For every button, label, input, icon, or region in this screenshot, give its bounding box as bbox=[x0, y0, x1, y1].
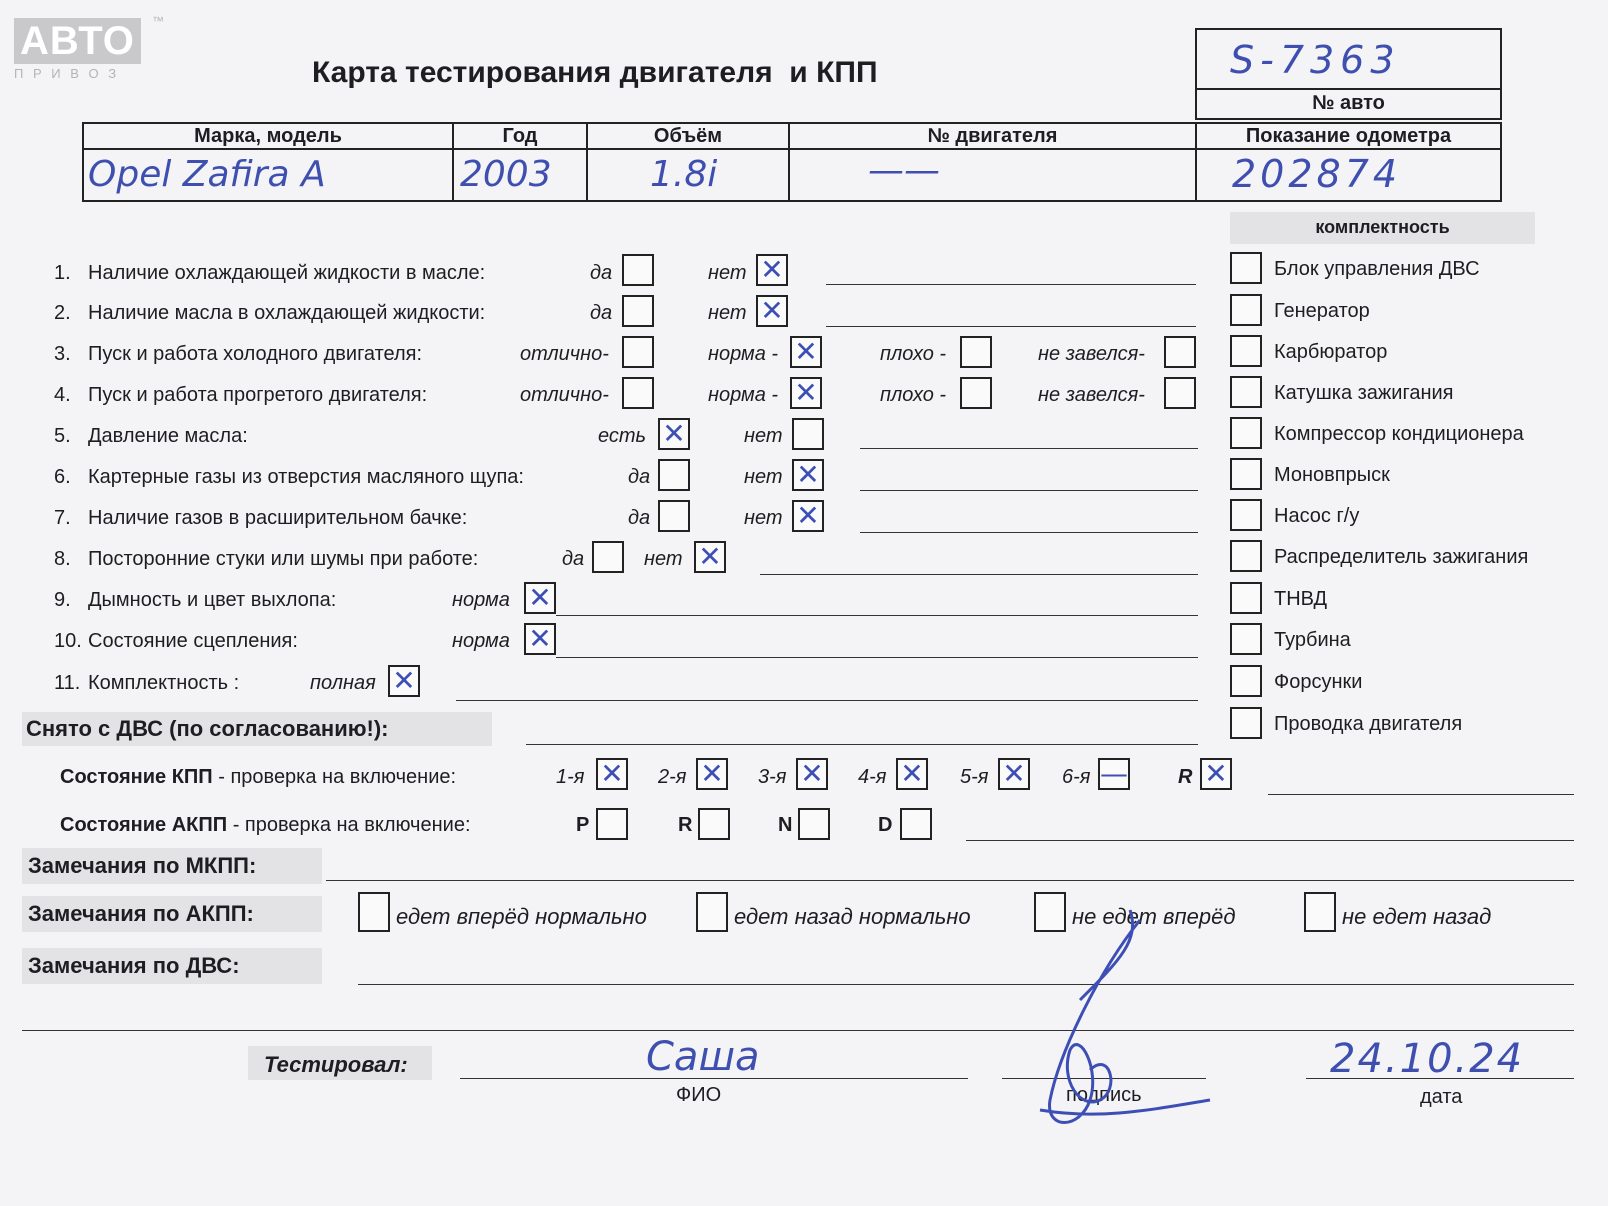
comp-checkbox-12[interactable] bbox=[1230, 707, 1262, 739]
comp-item-3: Карбюратор bbox=[1274, 341, 1388, 363]
q3-normal-checkbox[interactable] bbox=[790, 336, 822, 368]
akpp-forward-ok-label: едет вперёд нормально bbox=[396, 904, 647, 929]
remarks-dvs-label: Замечания по ДВС: bbox=[28, 953, 240, 978]
x-mark: ✕ bbox=[900, 757, 924, 790]
fio-value: Саша bbox=[646, 1034, 760, 1080]
header-label-volume: Объём bbox=[653, 125, 723, 147]
gear-6-checkbox[interactable] bbox=[1098, 758, 1130, 790]
header-label-engine: № двигателя bbox=[927, 125, 1058, 147]
x-mark: ✕ bbox=[700, 757, 724, 790]
q2-da-checkbox[interactable] bbox=[622, 295, 654, 327]
q1-notes-line bbox=[826, 284, 1196, 285]
q6-da-label: да bbox=[628, 466, 651, 488]
q2-net-label: нет bbox=[708, 302, 747, 324]
q2-text: Наличие масла в охлаждающей жидкости: bbox=[88, 302, 486, 324]
q6-da-checkbox[interactable] bbox=[658, 459, 690, 491]
q9-notes-line bbox=[556, 615, 1198, 616]
logo-brand: АВТО bbox=[14, 18, 141, 64]
q8-notes-line bbox=[760, 574, 1198, 575]
question-5 bbox=[54, 425, 248, 448]
question-3 bbox=[54, 343, 422, 366]
q7-da-checkbox[interactable] bbox=[658, 500, 690, 532]
dash-mark: — bbox=[1100, 757, 1128, 790]
kpp-label bbox=[60, 766, 456, 789]
q1-num: 1. bbox=[54, 262, 71, 284]
q4-not-started-label: не завелся- bbox=[1038, 384, 1145, 406]
q1-net-label: нет bbox=[708, 262, 747, 284]
comp-item-5: Компрессор кондиционера bbox=[1274, 423, 1524, 445]
comp-checkbox-2[interactable] bbox=[1230, 294, 1262, 326]
x-mark: ✕ bbox=[528, 622, 552, 655]
q5-text: Давление масла: bbox=[88, 425, 248, 447]
q10-normal-label: норма bbox=[452, 630, 510, 652]
q6-notes-line bbox=[860, 490, 1198, 491]
q7-text: Наличие газов в расширительном бачке: bbox=[88, 507, 468, 529]
q1-net-checkbox[interactable] bbox=[756, 254, 788, 286]
q8-net-label: нет bbox=[644, 548, 683, 570]
question-11 bbox=[54, 672, 239, 695]
q8-da-label: да bbox=[562, 548, 585, 570]
car-number-label: № авто bbox=[1312, 92, 1385, 114]
gear-2-checkbox[interactable] bbox=[696, 758, 728, 790]
q3-text: Пуск и работа холодного двигателя: bbox=[88, 343, 423, 365]
comp-item-11: Форсунки bbox=[1274, 671, 1363, 693]
logo-tm: ™ bbox=[152, 14, 164, 28]
date-value: 24.10.24 bbox=[1330, 1036, 1525, 1082]
x-mark: ✕ bbox=[662, 417, 686, 450]
x-mark: ✕ bbox=[800, 757, 824, 790]
comp-checkbox-5[interactable] bbox=[1230, 417, 1262, 449]
q4-not-started-checkbox[interactable] bbox=[1164, 377, 1196, 409]
x-mark: ✕ bbox=[760, 253, 784, 286]
q10-num: 10. bbox=[54, 630, 82, 652]
q9-normal-checkbox[interactable] bbox=[524, 582, 556, 614]
q11-notes-line bbox=[456, 700, 1198, 701]
q6-num: 6. bbox=[54, 466, 71, 488]
akpp-forward-ok-checkbox[interactable] bbox=[358, 892, 390, 932]
gear-3-label: 3-я bbox=[758, 766, 787, 788]
q11-full-label: полная bbox=[310, 672, 376, 694]
gear-2-label: 2-я bbox=[658, 766, 687, 788]
comp-item-8: Распределитель зажигания bbox=[1274, 546, 1529, 568]
q3-excellent-label: отлично- bbox=[520, 343, 609, 365]
comp-item-9: ТНВД bbox=[1274, 588, 1328, 610]
car-number-value: S-7363 bbox=[1230, 38, 1401, 82]
gear-1-checkbox[interactable] bbox=[596, 758, 628, 790]
gear-r-checkbox[interactable] bbox=[1200, 758, 1232, 790]
question-7 bbox=[54, 507, 467, 530]
comp-checkbox-7[interactable] bbox=[1230, 499, 1262, 531]
q5-no-label: нет bbox=[744, 425, 783, 447]
question-2 bbox=[54, 302, 485, 325]
comp-item-1: Блок управления ДВС bbox=[1274, 258, 1480, 280]
comp-checkbox-1[interactable] bbox=[1230, 252, 1262, 284]
q8-text: Посторонние стуки или шумы при работе: bbox=[88, 548, 479, 570]
comp-item-6: Моновпрыск bbox=[1274, 464, 1390, 486]
x-mark: ✕ bbox=[794, 335, 818, 368]
remarks-mkpp-line bbox=[326, 880, 1574, 881]
header-label-odometer: Показание одометра bbox=[1245, 125, 1452, 147]
value-cell-engine bbox=[788, 148, 1197, 202]
remarks-dvs-line-2 bbox=[22, 1030, 1574, 1031]
value-engine-number: —— bbox=[868, 150, 940, 191]
x-mark: ✕ bbox=[760, 294, 784, 327]
q3-bad-checkbox[interactable] bbox=[960, 336, 992, 368]
q4-excellent-checkbox[interactable] bbox=[622, 377, 654, 409]
gear-4-label: 4-я bbox=[858, 766, 887, 788]
gear-r-label: R bbox=[1178, 766, 1193, 788]
q3-bad-label: плохо - bbox=[880, 343, 947, 365]
gear-3-checkbox[interactable] bbox=[796, 758, 828, 790]
q3-not-started-checkbox[interactable] bbox=[1164, 336, 1196, 368]
value-odometer: 202874 bbox=[1232, 152, 1402, 196]
akpp-n-checkbox[interactable] bbox=[798, 808, 830, 840]
value-volume: 1.8i bbox=[650, 154, 718, 195]
comp-item-12: Проводка двигателя bbox=[1274, 713, 1463, 735]
kpp-label-bold: Состояние КПП bbox=[60, 766, 213, 788]
removed-label: Снято с ДВС (по согласованию!): bbox=[26, 716, 389, 741]
q3-normal-label: норма - bbox=[708, 343, 779, 365]
akpp-notes-line bbox=[966, 840, 1574, 841]
gear-1-label: 1-я bbox=[556, 766, 585, 788]
comp-item-10: Турбина bbox=[1274, 629, 1351, 651]
header-label-model: Марка, модель bbox=[194, 125, 342, 147]
akpp-p-checkbox[interactable] bbox=[596, 808, 628, 840]
akpp-label bbox=[60, 814, 471, 837]
q10-text: Состояние сцепления: bbox=[88, 630, 298, 652]
q7-num: 7. bbox=[54, 507, 71, 529]
q2-notes-line bbox=[826, 326, 1196, 327]
gear-5-checkbox[interactable] bbox=[998, 758, 1030, 790]
q8-num: 8. bbox=[54, 548, 71, 570]
q3-not-started-label: не завелся- bbox=[1038, 343, 1145, 365]
q8-net-checkbox[interactable] bbox=[694, 541, 726, 573]
remarks-mkpp-label: Замечания по МКПП: bbox=[28, 853, 257, 878]
tested-label: Тестировал: bbox=[264, 1052, 408, 1077]
comp-item-7: Насос г/у bbox=[1274, 505, 1360, 527]
q7-notes-line bbox=[860, 532, 1198, 533]
q5-yes-checkbox[interactable] bbox=[658, 418, 690, 450]
logo bbox=[14, 14, 164, 81]
akpp-no-forward-label: не едет вперёд bbox=[1072, 904, 1236, 929]
x-mark: ✕ bbox=[528, 581, 552, 614]
q4-text: Пуск и работа прогретого двигателя: bbox=[88, 384, 428, 406]
q5-num: 5. bbox=[54, 425, 71, 447]
logo-subtitle: П Р И В О З bbox=[14, 66, 120, 81]
q10-notes-line bbox=[556, 657, 1198, 658]
q2-num: 2. bbox=[54, 302, 71, 324]
comp-checkbox-10[interactable] bbox=[1230, 623, 1262, 655]
q9-num: 9. bbox=[54, 589, 71, 611]
q1-da-label: да bbox=[590, 262, 613, 284]
q11-num: 11. bbox=[54, 672, 81, 694]
date-label: дата bbox=[1420, 1086, 1463, 1108]
x-mark: ✕ bbox=[698, 540, 722, 573]
question-9 bbox=[54, 589, 336, 612]
question-6 bbox=[54, 466, 524, 489]
q11-text: Комплектность : bbox=[88, 672, 240, 694]
akpp-r-label: R bbox=[678, 814, 693, 836]
remarks-akpp-label: Замечания по АКПП: bbox=[28, 901, 254, 926]
page-title: Карта тестирования двигателя и КПП bbox=[312, 56, 878, 89]
comp-item-4: Катушка зажигания bbox=[1274, 382, 1454, 404]
q11-full-checkbox[interactable] bbox=[388, 665, 420, 697]
completeness-title: комплектность bbox=[1315, 217, 1450, 237]
kpp-label-rest: - проверка на включение: bbox=[212, 766, 457, 788]
comp-checkbox-3[interactable] bbox=[1230, 335, 1262, 367]
q4-normal-checkbox[interactable] bbox=[790, 377, 822, 409]
kpp-notes-line bbox=[1268, 794, 1574, 795]
q5-yes-label: есть bbox=[598, 425, 647, 447]
signature-image bbox=[1020, 900, 1220, 1140]
akpp-d-label: D bbox=[878, 814, 893, 836]
x-mark: ✕ bbox=[1204, 757, 1228, 790]
x-mark: ✕ bbox=[796, 499, 820, 532]
q3-num: 3. bbox=[54, 343, 71, 365]
gear-6-label: 6-я bbox=[1062, 766, 1091, 788]
value-model: Opel Zafira A bbox=[88, 154, 326, 195]
question-1 bbox=[54, 262, 485, 285]
akpp-n-label: N bbox=[778, 814, 793, 836]
x-mark: ✕ bbox=[1002, 757, 1026, 790]
q5-notes-line bbox=[860, 448, 1198, 449]
removed-line bbox=[526, 744, 1198, 745]
q9-normal-label: норма bbox=[452, 589, 510, 611]
q4-num: 4. bbox=[54, 384, 71, 406]
x-mark: ✕ bbox=[794, 376, 818, 409]
sign-label: подпись bbox=[1066, 1084, 1142, 1106]
q5-no-checkbox[interactable] bbox=[792, 418, 824, 450]
comp-item-2: Генератор bbox=[1274, 300, 1370, 322]
comp-checkbox-9[interactable] bbox=[1230, 582, 1262, 614]
akpp-label-rest: - проверка на включение: bbox=[227, 814, 471, 836]
x-mark: ✕ bbox=[392, 664, 416, 697]
q2-net-checkbox[interactable] bbox=[756, 295, 788, 327]
akpp-no-backward-label: не едет назад bbox=[1342, 904, 1492, 929]
comp-checkbox-4[interactable] bbox=[1230, 376, 1262, 408]
question-4 bbox=[54, 384, 427, 407]
q1-text: Наличие охлаждающей жидкости в масле: bbox=[88, 262, 486, 284]
q4-bad-checkbox[interactable] bbox=[960, 377, 992, 409]
comp-checkbox-6[interactable] bbox=[1230, 458, 1262, 490]
question-10 bbox=[54, 630, 298, 653]
q7-net-checkbox[interactable] bbox=[792, 500, 824, 532]
q4-bad-label: плохо - bbox=[880, 384, 947, 406]
q3-excellent-checkbox[interactable] bbox=[622, 336, 654, 368]
comp-checkbox-8[interactable] bbox=[1230, 540, 1262, 572]
q10-normal-checkbox[interactable] bbox=[524, 623, 556, 655]
akpp-no-backward-checkbox[interactable] bbox=[1304, 892, 1336, 932]
comp-checkbox-11[interactable] bbox=[1230, 665, 1262, 697]
q1-da-checkbox[interactable] bbox=[622, 254, 654, 286]
q2-da-label: да bbox=[590, 302, 613, 324]
q6-net-checkbox[interactable] bbox=[792, 459, 824, 491]
q7-net-label: нет bbox=[744, 507, 783, 529]
remarks-dvs-line-1 bbox=[358, 984, 1574, 985]
x-mark: ✕ bbox=[600, 757, 624, 790]
q4-excellent-label: отлично- bbox=[520, 384, 609, 406]
question-8 bbox=[54, 548, 478, 571]
q6-text: Картерные газы из отверстия масляного щупа: bbox=[88, 466, 524, 488]
akpp-r-checkbox[interactable] bbox=[698, 808, 730, 840]
akpp-backward-ok-label: едет назад нормально bbox=[734, 904, 971, 929]
fio-label: ФИО bbox=[676, 1084, 722, 1106]
q4-normal-label: норма - bbox=[708, 384, 779, 406]
akpp-backward-ok-checkbox[interactable] bbox=[696, 892, 728, 932]
gear-5-label: 5-я bbox=[960, 766, 989, 788]
q6-net-label: нет bbox=[744, 466, 783, 488]
gear-4-checkbox[interactable] bbox=[896, 758, 928, 790]
q9-text: Дымность и цвет выхлопа: bbox=[88, 589, 337, 611]
q8-da-checkbox[interactable] bbox=[592, 541, 624, 573]
x-mark: ✕ bbox=[796, 458, 820, 491]
q7-da-label: да bbox=[628, 507, 651, 529]
header-label-year: Год bbox=[502, 125, 538, 147]
akpp-p-label: P bbox=[576, 814, 590, 836]
value-year: 2003 bbox=[460, 154, 552, 195]
akpp-d-checkbox[interactable] bbox=[900, 808, 932, 840]
akpp-label-bold: Состояние АКПП bbox=[60, 814, 228, 836]
